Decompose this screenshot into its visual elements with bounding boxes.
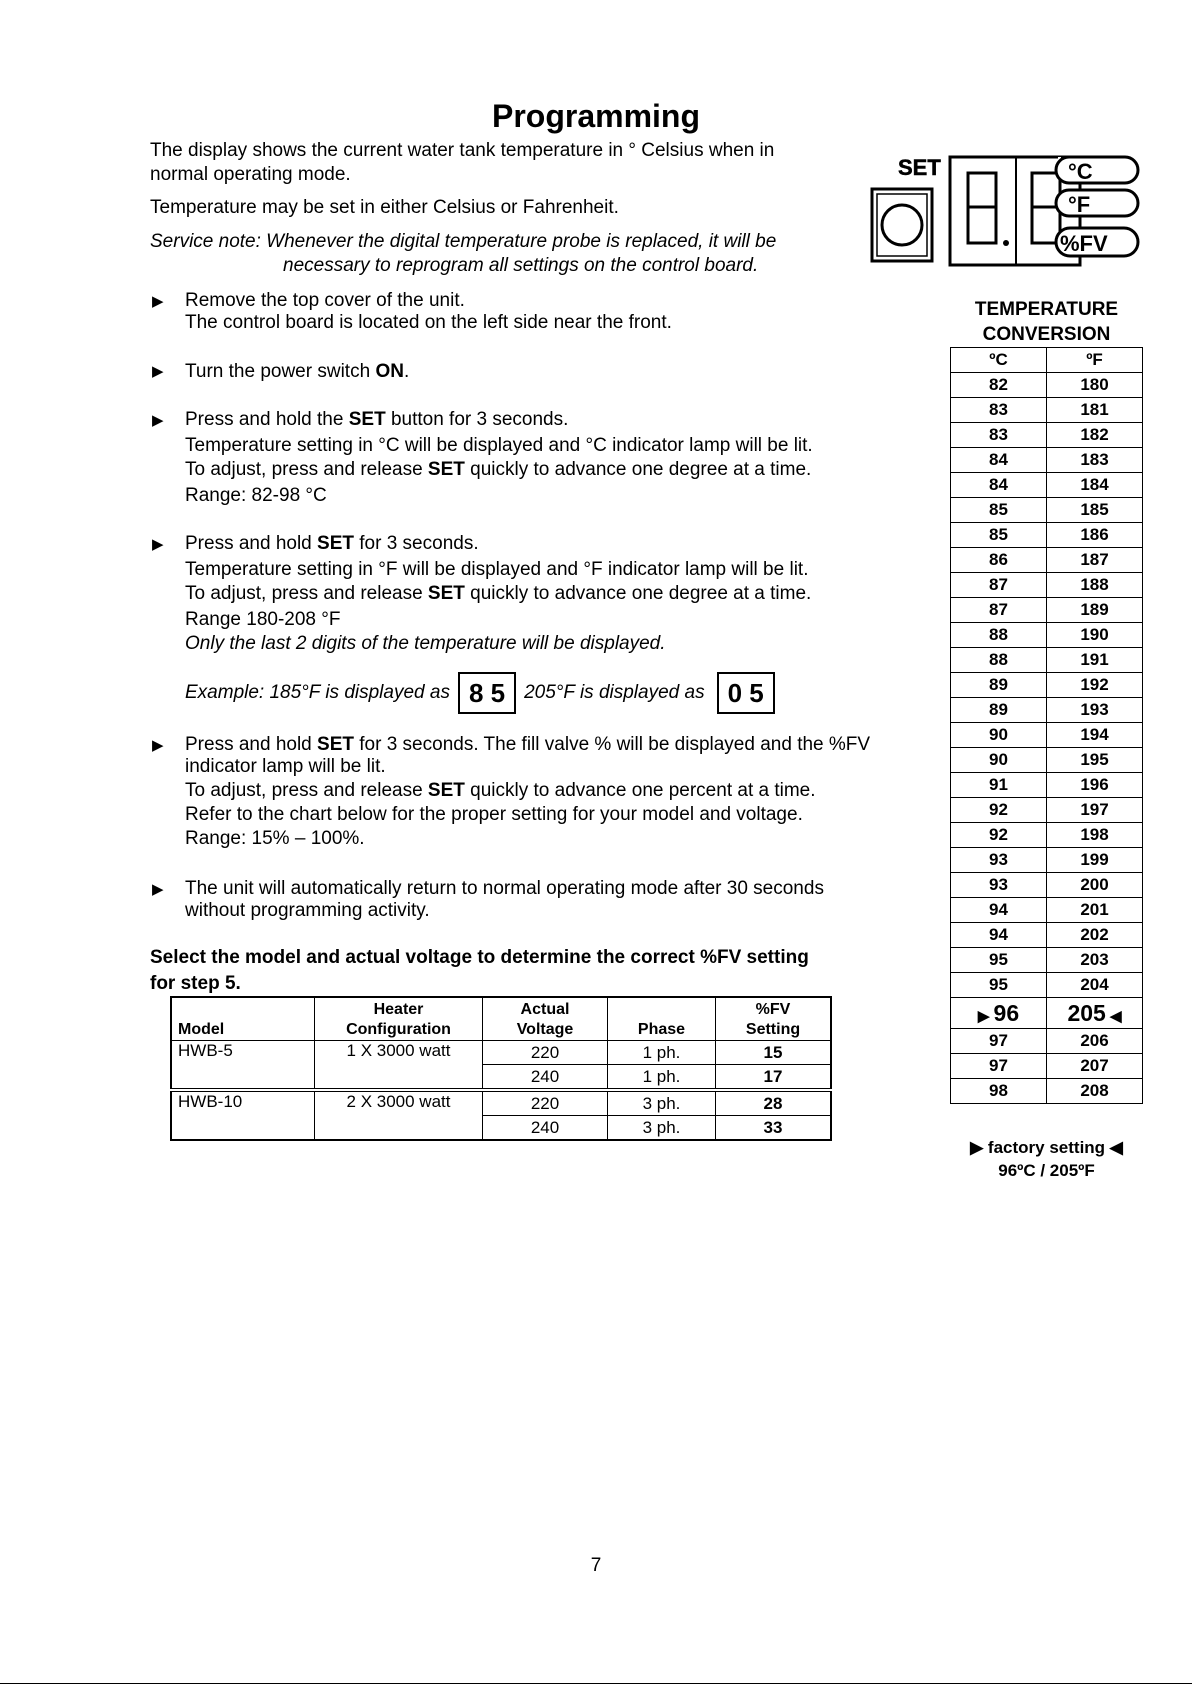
- celsius-cell: 90: [951, 748, 1047, 773]
- fahrenheit-cell: 183: [1047, 448, 1143, 473]
- celsius-cell: 83: [951, 423, 1047, 448]
- celsius-cell: 98: [951, 1079, 1047, 1104]
- celsius-cell: 87: [951, 598, 1047, 623]
- header-heater: Heater Configuration: [315, 997, 483, 1041]
- celsius-cell: 93: [951, 848, 1047, 873]
- select-heading-line-1: Select the model and actual voltage to determine the correct %FV setting: [150, 947, 809, 968]
- conversion-row: [951, 1079, 1143, 1104]
- fahrenheit-cell: 194: [1047, 723, 1143, 748]
- conversion-row: [951, 848, 1143, 873]
- voltage-cell: 220: [483, 1041, 608, 1065]
- header-fv-setting: %FV Setting: [716, 997, 832, 1041]
- celsius-cell: 94: [951, 923, 1047, 948]
- voltage-cell: 240: [483, 1116, 608, 1141]
- step-4-line-1: Press and hold SET for 3 seconds.: [185, 533, 479, 554]
- fahrenheit-cell: 187: [1047, 548, 1143, 573]
- conversion-row: [951, 898, 1143, 923]
- svg-text:%FV: %FV: [1060, 231, 1108, 256]
- fahrenheit-cell: 190: [1047, 623, 1143, 648]
- fahrenheit-cell: 182: [1047, 423, 1143, 448]
- svg-text:°F: °F: [1068, 192, 1091, 217]
- step-2-line-1: Turn the power switch ON.: [185, 361, 410, 382]
- conversion-row: [951, 723, 1143, 748]
- step-3-line-2: Temperature setting in °C will be displayed and °C indicator lamp will be lit.: [185, 435, 813, 456]
- fahrenheit-cell: 204: [1047, 973, 1143, 998]
- fahrenheit-cell: 185: [1047, 498, 1143, 523]
- conversion-row: [951, 748, 1143, 773]
- header-celsius: ºC: [951, 348, 1047, 373]
- celsius-cell: 82: [951, 373, 1047, 398]
- example-display-box: 8 5: [458, 672, 516, 714]
- conversion-header-row: [951, 348, 1143, 373]
- celsius-cell: 86: [951, 548, 1047, 573]
- conversion-row: [951, 873, 1143, 898]
- celsius-cell: 92: [951, 823, 1047, 848]
- fahrenheit-cell: 207: [1047, 1054, 1143, 1079]
- arrow-left-icon: ◀: [1109, 1138, 1123, 1157]
- header-phase: Phase: [608, 997, 716, 1041]
- conversion-row: [951, 923, 1143, 948]
- step-3-range: Range: 82-98 °C: [185, 485, 327, 506]
- phase-cell: 3 ph.: [608, 1090, 716, 1116]
- celsius-cell: 85: [951, 498, 1047, 523]
- fahrenheit-cell: 189: [1047, 598, 1143, 623]
- fv-cell: 28: [716, 1090, 832, 1116]
- fahrenheit-cell: 208: [1047, 1079, 1143, 1104]
- fahrenheit-cell: 181: [1047, 398, 1143, 423]
- step-6-line-1: The unit will automatically return to normal operating mode after 30 seconds: [185, 878, 824, 899]
- step-5-range: Range: 15% – 100%.: [185, 828, 365, 849]
- fv-cell: 15: [716, 1041, 832, 1065]
- fahrenheit-cell: 199: [1047, 848, 1143, 873]
- fahrenheit-cell: 195: [1047, 748, 1143, 773]
- conversion-row: [951, 1054, 1143, 1079]
- arrow-right-icon: ▶: [977, 1007, 994, 1025]
- select-heading-line-2: for step 5.: [150, 973, 241, 994]
- conversion-row: [951, 598, 1143, 623]
- table-row: [171, 1090, 831, 1116]
- model-cell: HWB-10: [171, 1090, 315, 1140]
- step-5-line-1: Press and hold SET for 3 seconds. The fill valve % will be displayed and the %FV: [185, 734, 871, 755]
- celsius-cell: 88: [951, 623, 1047, 648]
- fv-setting-table: [170, 996, 832, 1141]
- conversion-title: TEMPERATURE CONVERSION: [974, 299, 1119, 345]
- table-row: [171, 1041, 831, 1065]
- fahrenheit-cell: 192: [1047, 673, 1143, 698]
- voltage-cell: 240: [483, 1065, 608, 1091]
- fahrenheit-cell: 191: [1047, 648, 1143, 673]
- celsius-cell: 85: [951, 523, 1047, 548]
- celsius-cell: 95: [951, 948, 1047, 973]
- set-label: SET: [898, 155, 941, 180]
- digit-left: [968, 173, 996, 243]
- step-4-note: Only the last 2 digits of the temperature will be displayed.: [185, 633, 666, 654]
- conversion-row: [951, 623, 1143, 648]
- step-3-line-3: To adjust, press and release SET quickly to advance one degree at a time.: [185, 459, 812, 480]
- service-note-line-1: Service note: Whenever the digital temperature probe is replaced, it will be: [150, 231, 777, 252]
- display-example: Example: 185°F is displayed as 8 5 205°F is displayed as 0 5: [185, 672, 783, 714]
- celsius-cell: 92: [951, 798, 1047, 823]
- table-header-row: [171, 997, 831, 1041]
- heater-cell: 2 X 3000 watt: [315, 1090, 483, 1140]
- celsius-cell: 83: [951, 398, 1047, 423]
- conversion-row: [951, 798, 1143, 823]
- fahrenheit-cell: 200: [1047, 873, 1143, 898]
- celsius-cell: 97: [951, 1054, 1047, 1079]
- fv-cell: 17: [716, 1065, 832, 1091]
- service-note-line-2: necessary to reprogram all settings on the control board.: [283, 255, 759, 276]
- celsius-cell: 84: [951, 473, 1047, 498]
- celsius-cell: 88: [951, 648, 1047, 673]
- temperature-conversion-table: [950, 347, 1143, 1104]
- conversion-row: [951, 498, 1143, 523]
- fahrenheit-cell: 180: [1047, 373, 1143, 398]
- arrow-left-icon: ◀: [1105, 1007, 1122, 1025]
- voltage-cell: 220: [483, 1090, 608, 1116]
- intro-paragraph: The display shows the current water tank temperature in ° Celsius when in normal operating mode.: [150, 140, 775, 185]
- bullet-arrow-icon: ▶: [152, 536, 164, 553]
- step-4-line-3: To adjust, press and release SET quickly to advance one degree at a time.: [185, 583, 812, 604]
- fahrenheit-cell: 205 ◀: [1047, 998, 1143, 1029]
- celsius-cell: 84: [951, 448, 1047, 473]
- phase-cell: 1 ph.: [608, 1065, 716, 1091]
- heater-cell: 1 X 3000 watt: [315, 1041, 483, 1091]
- phase-cell: 1 ph.: [608, 1041, 716, 1065]
- step-1-line-2: The control board is located on the left side near the front.: [185, 312, 672, 333]
- celsius-cell: 94: [951, 898, 1047, 923]
- celsius-cell: 87: [951, 573, 1047, 598]
- bullet-arrow-icon: ▶: [152, 737, 164, 754]
- fahrenheit-cell: 188: [1047, 573, 1143, 598]
- conversion-row: [951, 548, 1143, 573]
- arrow-right-icon: ▶: [970, 1138, 984, 1157]
- set-button-circle: [882, 205, 922, 245]
- celsius-cell: 95: [951, 973, 1047, 998]
- conversion-row: [951, 448, 1143, 473]
- conversion-row: [951, 698, 1143, 723]
- bullet-arrow-icon: ▶: [152, 293, 164, 310]
- fahrenheit-cell: 201: [1047, 898, 1143, 923]
- celsius-cell: 89: [951, 698, 1047, 723]
- step-5-line-4: Refer to the chart below for the proper setting for your model and voltage.: [185, 804, 803, 825]
- conversion-row: [951, 648, 1143, 673]
- factory-setting-note: ▶ factory setting ◀ 96ºC / 205ºF: [970, 1138, 1123, 1180]
- celsius-cell: 93: [951, 873, 1047, 898]
- conversion-row: [951, 398, 1143, 423]
- conversion-row: [951, 823, 1143, 848]
- fahrenheit-cell: 184: [1047, 473, 1143, 498]
- step-6-line-2: without programming activity.: [185, 900, 430, 921]
- celsius-cell: 97: [951, 1029, 1047, 1054]
- fahrenheit-cell: 193: [1047, 698, 1143, 723]
- fahrenheit-cell: 196: [1047, 773, 1143, 798]
- celsius-cell: ▶ 96: [951, 998, 1047, 1029]
- fahrenheit-cell: 202: [1047, 923, 1143, 948]
- header-model: Model: [171, 997, 315, 1041]
- conversion-row: [951, 773, 1143, 798]
- header-voltage: Actual Voltage: [483, 997, 608, 1041]
- fahrenheit-cell: 203: [1047, 948, 1143, 973]
- conversion-row: [951, 523, 1143, 548]
- conversion-row: [951, 1029, 1143, 1054]
- model-cell: HWB-5: [171, 1041, 315, 1091]
- conversion-row: [951, 673, 1143, 698]
- header-fahrenheit: ºF: [1047, 348, 1143, 373]
- conversion-row: [951, 573, 1143, 598]
- step-5-line-3: To adjust, press and release SET quickly to advance one percent at a time.: [185, 780, 816, 801]
- conversion-row: [951, 423, 1143, 448]
- fahrenheit-cell: 186: [1047, 523, 1143, 548]
- phase-cell: 3 ph.: [608, 1116, 716, 1141]
- step-4-range: Range 180-208 °F: [185, 609, 341, 630]
- celsius-cell: 90: [951, 723, 1047, 748]
- conversion-row-factory: [951, 998, 1143, 1029]
- fahrenheit-cell: 197: [1047, 798, 1143, 823]
- conversion-row: [951, 973, 1143, 998]
- bullet-arrow-icon: ▶: [152, 412, 164, 429]
- step-3-line-1: Press and hold the SET button for 3 seconds.: [185, 409, 569, 430]
- conversion-row: [951, 373, 1143, 398]
- bullet-arrow-icon: ▶: [152, 881, 164, 898]
- step-4-line-2: Temperature setting in °F will be displayed and °F indicator lamp will be lit.: [185, 559, 809, 580]
- fv-cell: 33: [716, 1116, 832, 1141]
- bullet-arrow-icon: ▶: [152, 363, 164, 380]
- svg-text:°C: °C: [1068, 159, 1093, 184]
- example-display-box: 0 5: [717, 672, 775, 714]
- conversion-row: [951, 948, 1143, 973]
- page-number: 7: [590, 1555, 602, 1576]
- fahrenheit-cell: 206: [1047, 1029, 1143, 1054]
- step-5-line-2: indicator lamp will be lit.: [185, 756, 386, 777]
- conversion-row: [951, 473, 1143, 498]
- control-display-diagram: [868, 155, 1148, 270]
- celsius-cell: 91: [951, 773, 1047, 798]
- page-bottom-rule: [0, 1683, 1192, 1684]
- step-1-line-1: Remove the top cover of the unit.: [185, 290, 465, 311]
- page-title: Programming: [491, 98, 701, 134]
- intro-units-paragraph: Temperature may be set in either Celsius or Fahrenheit.: [150, 197, 619, 218]
- fahrenheit-cell: 198: [1047, 823, 1143, 848]
- celsius-cell: 89: [951, 673, 1047, 698]
